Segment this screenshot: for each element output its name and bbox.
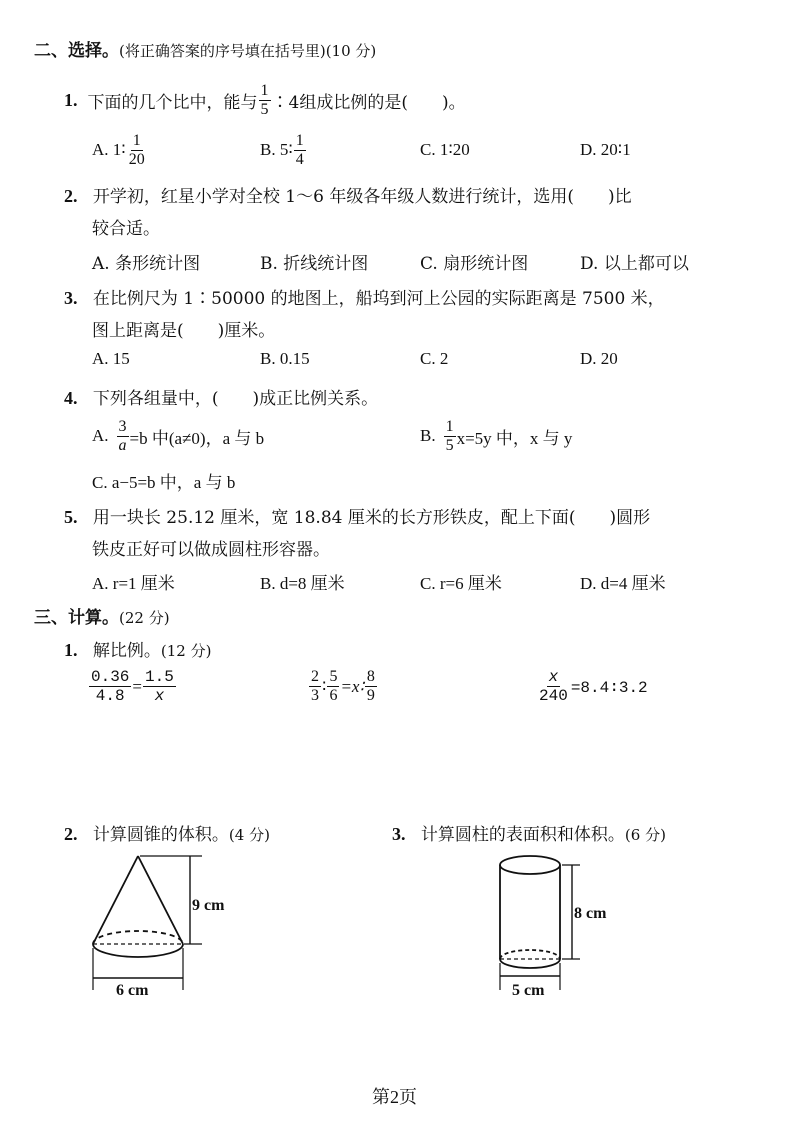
height-label: 9 cm — [192, 897, 225, 914]
option-text: =b 中(a≠0)，a 与 b — [129, 428, 265, 448]
frac-denominator: 5 — [260, 100, 269, 118]
fraction — [444, 418, 456, 455]
frac-denominator: 4.8 — [95, 687, 125, 705]
question-number: 1. — [64, 640, 78, 660]
frac-numerator: 1 — [295, 131, 304, 149]
question-number: 1. — [64, 89, 78, 110]
option-c[interactable]: C. a−5=b 中，a 与 b — [92, 473, 236, 492]
option-label: A. — [92, 426, 109, 445]
question-text: 下面的几个比中，能与 — [87, 92, 258, 113]
cylinder-base-front — [500, 959, 560, 968]
question-text-cont: 较合适。 — [92, 219, 160, 239]
option-b[interactable] — [420, 416, 572, 456]
question-number: 2. — [64, 186, 78, 206]
fraction — [294, 132, 306, 169]
option-d[interactable]: D. 以上都可以 — [580, 254, 689, 274]
frac-numerator: 5 — [329, 668, 338, 685]
frac-denominator: 240 — [539, 687, 568, 705]
fraction — [365, 668, 377, 705]
question-text: ∶4组成比例的是( )。 — [271, 92, 466, 113]
fraction — [127, 132, 147, 169]
fraction — [143, 668, 176, 705]
question-4 — [64, 384, 378, 409]
frac-numerator: 0.36 — [91, 668, 130, 686]
section3-note: (22 分) — [119, 609, 170, 627]
fraction — [89, 668, 131, 705]
option-c[interactable]: C. 2 — [420, 349, 449, 368]
option-b[interactable]: B. 0.15 — [260, 349, 310, 368]
frac-denominator: 3 — [311, 687, 319, 704]
option-c[interactable]: C. 扇形统计图 — [420, 254, 529, 274]
equation-3 — [536, 668, 648, 705]
equation-2 — [308, 668, 378, 705]
frac-denominator: 6 — [329, 687, 338, 704]
question-number: 3. — [64, 288, 78, 308]
question-text: 在比例尺为 1∶50000 的地图上，船坞到河上公园的实际距离是 7500 米， — [92, 289, 665, 309]
calc-title: 解比例。 — [92, 641, 161, 661]
question-1 — [64, 80, 466, 120]
frac-denominator: 20 — [128, 150, 145, 168]
calc-title: 计算圆锥的体积。 — [92, 825, 229, 845]
question-text: 开学初，红星小学对全校 1～6 年级各年级人数进行统计，选用( )比 — [92, 187, 632, 207]
ratio-sign: ∶ — [322, 676, 327, 696]
fraction — [259, 82, 271, 119]
calc-2-heading — [64, 820, 270, 845]
option-b[interactable]: B. 折线统计图 — [260, 254, 369, 274]
calc-note: (12 分) — [160, 642, 212, 660]
question-number: 2. — [64, 824, 78, 844]
option-a[interactable] — [92, 416, 264, 456]
option-text: x=5y 中，x 与 y — [456, 428, 573, 448]
cylinder-top — [500, 856, 560, 874]
calc-title: 计算圆柱的表面积和体积。 — [420, 825, 625, 845]
height-label: 8 cm — [574, 905, 607, 922]
question-text: 用一块长 25.12 厘米，宽 18.84 厘米的长方形铁皮，配上下面( )圆形 — [92, 508, 651, 528]
section2-title: 二、选择。 — [34, 41, 119, 61]
option-a[interactable] — [92, 130, 148, 170]
option-b[interactable]: B. d=8 厘米 — [260, 574, 345, 593]
frac-numerator: 1 — [260, 81, 269, 99]
frac-denominator: 9 — [366, 687, 375, 704]
option-c[interactable]: C. 1∶20 — [420, 140, 470, 159]
question-3 — [64, 284, 665, 309]
cone-left-edge — [93, 856, 138, 944]
question-number: 5. — [64, 507, 78, 527]
equation-middle: =x∶ — [340, 676, 364, 696]
equals-sign: = — [132, 676, 142, 696]
fraction — [537, 668, 570, 705]
cylinder-drawing — [500, 856, 580, 990]
fraction — [117, 418, 129, 455]
option-a[interactable]: A. 15 — [92, 349, 130, 368]
frac-numerator: 1.5 — [145, 668, 174, 686]
option-a[interactable]: A. 条形统计图 — [92, 254, 201, 274]
question-number: 4. — [64, 388, 78, 408]
calc-3-heading — [392, 820, 666, 845]
question-text: 下列各组量中，( )成正比例关系。 — [92, 389, 379, 409]
calc-note: (6 分) — [624, 826, 666, 844]
question-5 — [64, 503, 650, 528]
calc-1-heading — [64, 636, 211, 661]
option-label: B. — [420, 426, 436, 445]
question-2 — [64, 182, 632, 207]
option-d[interactable]: D. 20 — [580, 349, 618, 368]
option-label: B. 5∶ — [260, 140, 293, 159]
option-d[interactable]: D. 20∶1 — [580, 140, 631, 159]
frac-denominator: 5 — [445, 436, 454, 454]
question-text-cont: 图上距离是( )厘米。 — [92, 321, 276, 341]
base-label: 6 cm — [116, 982, 149, 998]
question-number: 3. — [392, 824, 406, 844]
frac-numerator: 2 — [311, 668, 319, 685]
section2-note: (将正确答案的序号填在括号里)(10 分) — [119, 42, 377, 60]
fraction — [309, 668, 321, 705]
cylinder-figure — [490, 850, 630, 1000]
frac-denominator: 4 — [295, 150, 304, 168]
equation-rest: =8.4∶3.2 — [570, 678, 648, 697]
option-c[interactable]: C. r=6 厘米 — [420, 574, 502, 593]
section2-heading — [34, 36, 376, 61]
option-d[interactable]: D. d=4 厘米 — [580, 574, 666, 593]
frac-denominator: x — [154, 687, 165, 705]
option-a[interactable]: A. r=1 厘米 — [92, 574, 175, 593]
equation-1 — [88, 668, 177, 705]
frac-numerator: 1 — [132, 131, 141, 149]
frac-numerator: 8 — [366, 668, 375, 685]
frac-numerator: x — [548, 668, 559, 686]
cylinder-base-back — [500, 950, 560, 959]
cone-base-back — [93, 931, 183, 944]
frac-numerator: 3 — [118, 417, 127, 435]
cone-figure — [80, 850, 260, 998]
calc-note: (4 分) — [228, 826, 270, 844]
section3-title: 三、计算。 — [34, 608, 119, 628]
cone-base-front — [93, 944, 183, 957]
option-b[interactable] — [260, 130, 307, 170]
question-text-cont: 铁皮正好可以做成圆柱形容器。 — [92, 540, 330, 560]
cone-drawing — [93, 856, 202, 990]
frac-denominator: a — [118, 436, 127, 454]
page-number: 第2页 — [372, 1087, 417, 1107]
section3-heading — [34, 603, 170, 628]
frac-numerator: 1 — [445, 417, 454, 435]
fraction — [327, 668, 339, 705]
option-label: A. 1∶ — [92, 140, 126, 159]
base-label: 5 cm — [512, 982, 545, 999]
